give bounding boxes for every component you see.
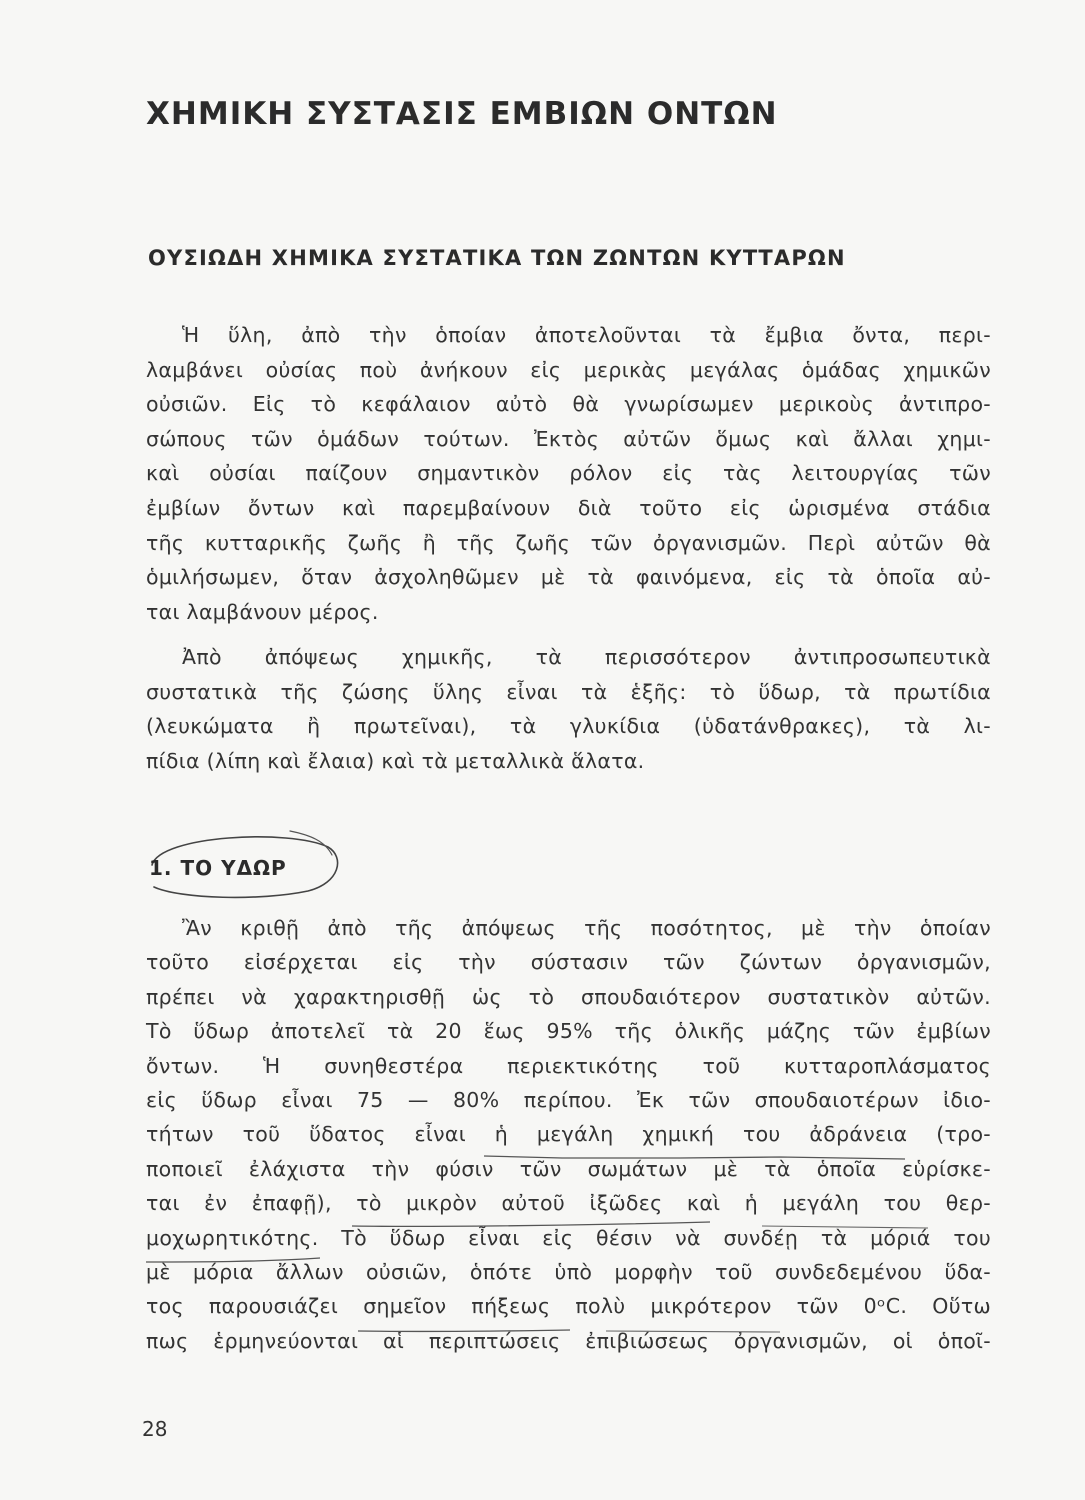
text-line: (λευκώματα ἢ πρωτεῖναι), τὰ γλυκίδια (ὑδατάνθρακες), τὰ λι- xyxy=(146,714,991,739)
section-title: ΟΥΣΙΩΔΗ ΧΗΜΙΚΑ ΣΥΣΤΑΤΙΚΑ ΤΩΝ ΖΩΝΤΩΝ ΚΥΤΤΑΡΩΝ xyxy=(148,246,846,270)
paragraph-intro xyxy=(146,318,991,629)
text-line: Ἡ ὕλη, ἀπὸ τὴν ὁποίαν ἀποτελοῦνται τὰ ἔμβια ὄντα, περι- xyxy=(182,323,991,347)
text-line: τήτων τοῦ ὕδατος εἶναι ἡ μεγάλη χημική του ἀδράνεια (τρο- xyxy=(146,1122,991,1147)
text-line: ὁμιλήσωμεν, ὅταν ἀσχοληθῶμεν μὲ τὰ φαινόμενα, εἰς τὰ ὁποῖα αὐ- xyxy=(146,565,991,590)
paragraph-water xyxy=(146,911,991,1358)
text-line: τῆς κυτταρικῆς ζωῆς ἢ τῆς ζωῆς τῶν ὀργανισμῶν. Περὶ αὐτῶν θὰ xyxy=(146,530,991,555)
text-line: ὄντων. Ἡ συνηθεστέρα περιεκτικότης τοῦ κυτταροπλάσματος xyxy=(146,1053,991,1078)
text-line: Ἂν κριθῇ ἀπὸ τῆς ἀπόψεως τῆς ποσότητος, μὲ τὴν ὁποίαν xyxy=(182,916,991,940)
text-line: σώπους τῶν ὁμάδων τούτων. Ἐκτὸς αὐτῶν ὅμως καὶ ἄλλαι χημι- xyxy=(146,426,991,451)
subsection-heading xyxy=(140,825,345,905)
text-line: καὶ οὐσίαι παίζουν σημαντικὸν ρόλον εἰς τὰς λειτουργίας τῶν xyxy=(146,461,991,486)
text-line: εἰς ὕδωρ εἶναι 75 — 80% περίπου. Ἐκ τῶν σπουδαιοτέρων ἰδιο- xyxy=(146,1087,991,1112)
text-line: μοχωρητικότης. Τὸ ὕδωρ εἶναι εἰς θέσιν νὰ συνδέῃ τὰ μόριά του xyxy=(146,1225,991,1250)
text-line: πως ἑρμηνεύονται αἱ περιπτώσεις ἐπιβιώσεως ὀργανισμῶν, οἱ ὁποῖ- xyxy=(146,1328,991,1353)
text-line: τος παρουσιάζει σημεῖον πήξεως πολὺ μικρότερον τῶν 0ᵒC. Οὕτω xyxy=(146,1294,991,1319)
text-line: συστατικὰ τῆς ζώσης ὕλης εἶναι τὰ ἑξῆς: τὸ ὕδωρ, τὰ πρωτίδια xyxy=(146,679,991,704)
text-line: ται λαμβάνουν μέρος. xyxy=(146,599,379,624)
text-line: ται ἐν ἐπαφῇ), τὸ μικρὸν αὐτοῦ ἰξῶδες καὶ ἡ μεγάλη του θερ- xyxy=(146,1191,991,1216)
subsection-title: 1. ΤΟ ΥΔΩΡ xyxy=(149,856,287,880)
text-line: πρέπει νὰ χαρακτηρισθῇ ὡς τὸ σπουδαιότερον συστατικὸν αὐτῶν. xyxy=(146,984,991,1009)
text-line: λαμβάνει οὐσίας ποὺ ἀνήκουν εἰς μερικὰς μεγάλας ὁμάδας χημικῶν xyxy=(146,357,991,382)
text-line: οὐσιῶν. Εἰς τὸ κεφάλαιον αὐτὸ θὰ γνωρίσωμεν μερικοὺς ἀντιπρο- xyxy=(146,392,991,417)
chapter-title: ΧΗΜΙΚΗ ΣΥΣΤΑΣΙΣ ΕΜΒΙΩΝ ΟΝΤΩΝ xyxy=(146,96,778,132)
text-line: τοῦτο εἰσέρχεται εἰς τὴν σύστασιν τῶν ζώντων ὀργανισμῶν, xyxy=(146,950,991,975)
page-number: 28 xyxy=(142,1417,168,1441)
text-line: Ἀπὸ ἀπόψεως χημικῆς, τὰ περισσότερον ἀντιπροσωπευτικὰ xyxy=(182,645,991,669)
text-line: Τὸ ὕδωρ ἀποτελεῖ τὰ 20 ἕως 95% τῆς ὁλικῆς μάζης τῶν ἐμβίων xyxy=(146,1019,991,1044)
text-line: μὲ μόρια ἄλλων οὐσιῶν, ὁπότε ὑπὸ μορφὴν τοῦ συνδεδεμένου ὕδα- xyxy=(146,1259,991,1284)
paragraph-components xyxy=(146,640,991,778)
text-line: ἐμβίων ὄντων καὶ παρεμβαίνουν διὰ τοῦτο εἰς ὡρισμένα στάδια xyxy=(146,495,991,520)
text-line: ποποιεῖ ἐλάχιστα τὴν φύσιν τῶν σωμάτων μὲ τὰ ὁποῖα εὑρίσκε- xyxy=(146,1156,991,1181)
text-line: πίδια (λίπη καὶ ἔλαια) καὶ τὰ μεταλλικὰ ἅλατα. xyxy=(146,748,645,773)
